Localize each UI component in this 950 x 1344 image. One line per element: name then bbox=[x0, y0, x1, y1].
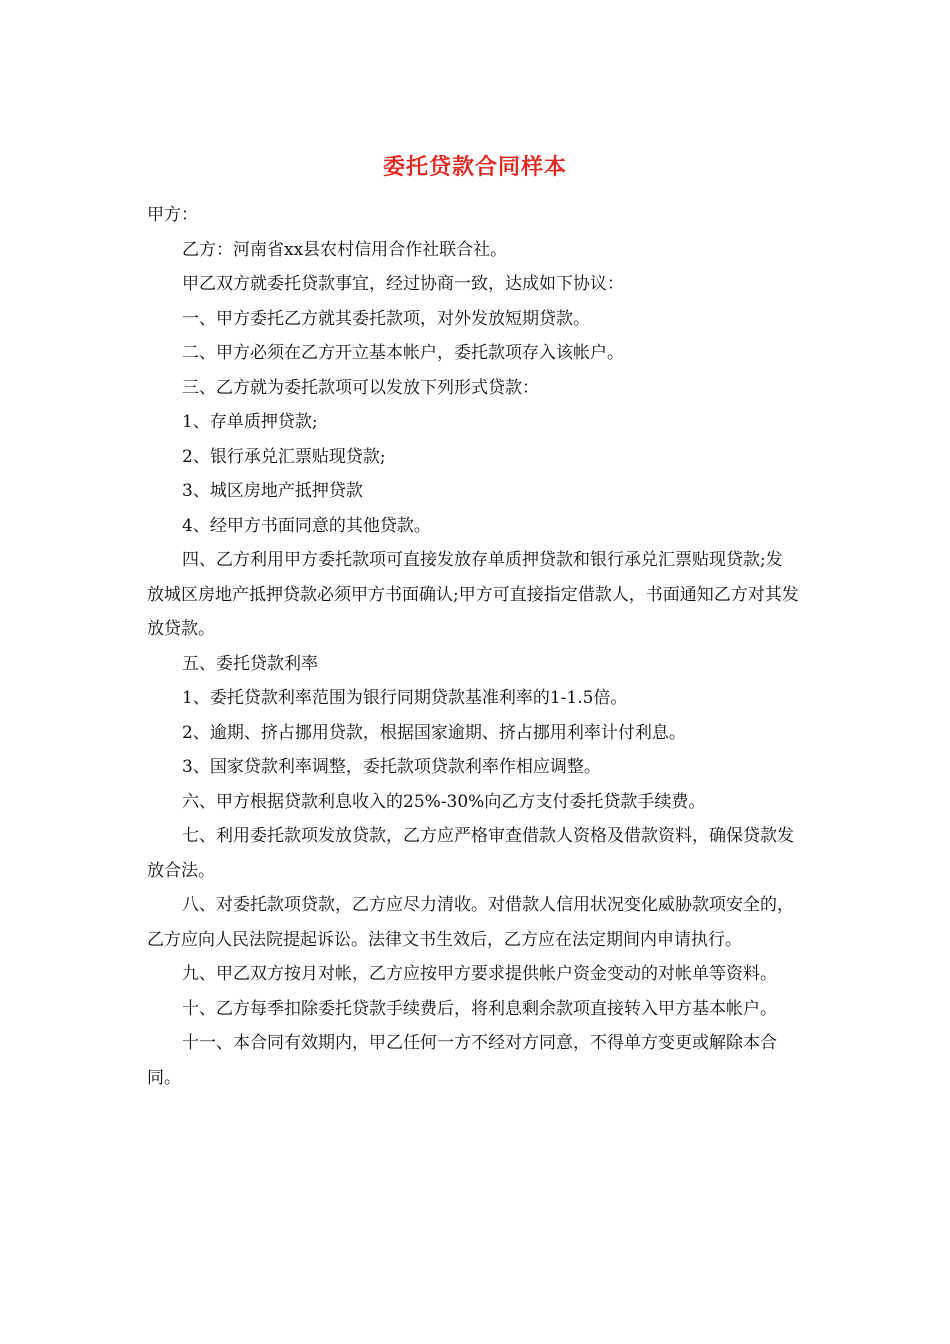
paragraph: 六、甲方根据贷款利息收入的25%-30%向乙方支付委托贷款手续费。 bbox=[182, 791, 706, 812]
paragraph: 八、对委托款项贷款，乙方应尽力清收。对借款人信用状况变化威胁款项安全的，乙方应向人民法院提起诉讼。法律文书生效后，乙方应在法定期间内申请执行。 bbox=[147, 895, 794, 950]
paragraph: 乙方：河南省xx县农村信用合作社联合社。 bbox=[182, 239, 508, 260]
party-a-line: 甲方： bbox=[147, 205, 198, 225]
paragraph: 九、甲乙双方按月对帐，乙方应按甲方要求提供帐户资金变动的对帐单等资料。 bbox=[182, 964, 777, 984]
paragraph: 4、经甲方书面同意的其他贷款。 bbox=[182, 515, 431, 536]
paragraph: 2、逾期、挤占挪用贷款，根据国家逾期、挤占挪用利率计付利息。 bbox=[182, 722, 686, 743]
paragraph: 三、乙方就为委托款项可以发放下列形式贷款： bbox=[182, 377, 539, 398]
paragraph: 甲乙双方就委托贷款事宜，经过协商一致，达成如下协议： bbox=[182, 274, 624, 294]
paragraph: 七、利用委托款项发放贷款，乙方应严格审查借款人资格及借款资料，确保贷款发放合法。 bbox=[147, 826, 794, 881]
paragraph: 1、存单质押贷款; bbox=[182, 412, 318, 432]
paragraph: 2、银行承兑汇票贴现贷款; bbox=[182, 446, 386, 467]
paragraph: 十一、本合同有效期内，甲乙任何一方不经对方同意，不得单方变更或解除本合同。 bbox=[147, 1033, 777, 1088]
paragraph: 五、委托贷款利率 bbox=[182, 653, 318, 674]
paragraph: 3、国家贷款利率调整，委托款项贷款利率作相应调整。 bbox=[182, 757, 601, 777]
paragraph: 二、甲方必须在乙方开立基本帐户，委托款项存入该帐户。 bbox=[182, 343, 624, 363]
paragraph: 四、乙方利用甲方委托款项可直接发放存单质押贷款和银行承兑汇票贴现贷款;发放城区房地产抵押贷款必须甲方书面确认;甲方可直接指定借款人，书面通知乙方对其发放贷款。 bbox=[147, 550, 799, 639]
paragraph: 一、甲方委托乙方就其委托款项，对外发放短期贷款。 bbox=[182, 308, 590, 329]
document-title: 委托贷款合同样本 bbox=[382, 154, 567, 180]
paragraph: 1、委托贷款利率范围为银行同期贷款基准利率的1-1.5倍。 bbox=[182, 688, 628, 708]
document-body bbox=[147, 198, 799, 1095]
paragraph: 十、乙方每季扣除委托贷款手续费后，将利息剩余款项直接转入甲方基本帐户。 bbox=[182, 998, 777, 1019]
paragraph: 3、城区房地产抵押贷款 bbox=[182, 481, 363, 501]
